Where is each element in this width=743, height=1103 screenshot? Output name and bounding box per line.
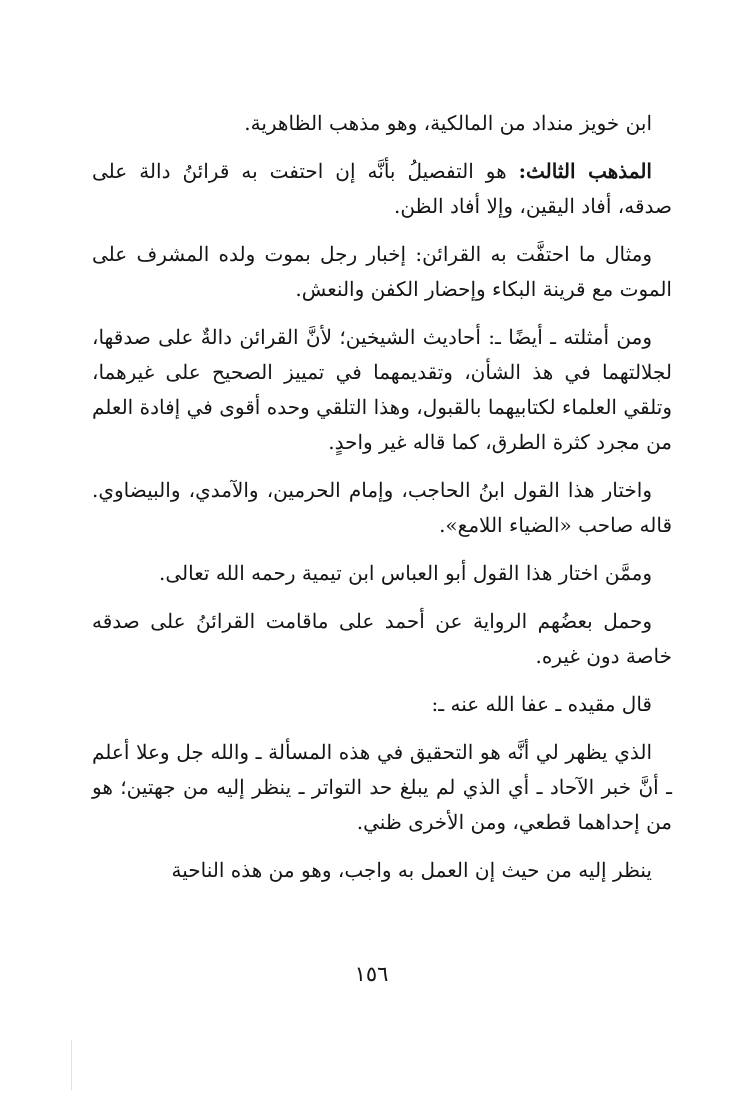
paragraph-1-text: ابن خويز منداد من المالكية، وهو مذهب الظاهرية. (244, 111, 652, 135)
paragraph-10 (92, 853, 672, 888)
paragraph-3-text: ومثال ما احتفَّت به القرائن: إخبار رجل بموت ولده المشرف على الموت مع قرينة البكاء وإحضار الكفن والنعش. (92, 242, 672, 301)
paragraph-2-heading: المذهب الثالث: (518, 159, 652, 183)
paragraph-2 (92, 154, 672, 224)
paragraph-5-text: واختار هذا القول ابنُ الحاجب، وإمام الحرمين، والآمدي، والبيضاوي. قاله صاحب «الضياء اللامع». (92, 478, 672, 537)
paragraph-4-text: ومن أمثلته ـ أيضًا ـ: أحاديث الشيخين؛ لأنَّ القرائن دالةٌ على صدقها، لجلالتهما في هذ الشأن، وتقديمهما في تمييز الصحيح على غيرهما، وتلقي العلماء لكتابيهما بالقبول، وهذا التلقي وحده أقوى في إفادة العلم من مجرد كثرة الطرق، كما قاله غير واحدٍ. (92, 325, 672, 454)
paragraph-7-text: وحمل بعضُهم الرواية عن أحمد على ماقامت القرائنُ على صدقه خاصة دون غيره. (92, 609, 672, 668)
page-edge-mark (71, 1040, 72, 1090)
paragraph-8-text: قال مقيده ـ عفا الله عنه ـ: (431, 692, 652, 716)
paragraph-2-text: هو التفصيلُ بأنَّه إن احتفت به قرائنُ دالة على صدقه، أفاد اليقين، وإلا أفاد الظن. (92, 159, 672, 218)
body-text (92, 106, 672, 901)
paragraph-10-text: ينظر إليه من حيث إن العمل به واجب، وهو من هذه الناحية (171, 858, 652, 882)
paragraph-6-text: وممَّن اختار هذا القول أبو العباس ابن تيمية رحمه الله تعالى. (159, 561, 652, 585)
paragraph-6 (92, 556, 672, 591)
paragraph-5 (92, 473, 672, 543)
paragraph-7 (92, 604, 672, 674)
paragraph-9-text: الذي يظهر لي أنَّه هو التحقيق في هذه المسألة ـ والله جل وعلا أعلم ـ أنَّ خبر الآحاد ـ أي الذي لم يبلغ حد التواتر ـ ينظر إليه من جهتين؛ هو من إحداهما قطعي، ومن الأخرى ظني. (92, 740, 672, 834)
page-number: ١٥٦ (354, 962, 389, 986)
paragraph-9 (92, 735, 672, 840)
paragraph-4 (92, 320, 672, 460)
paragraph-1 (92, 106, 672, 141)
paragraph-3 (92, 237, 672, 307)
paragraph-8 (92, 687, 672, 722)
